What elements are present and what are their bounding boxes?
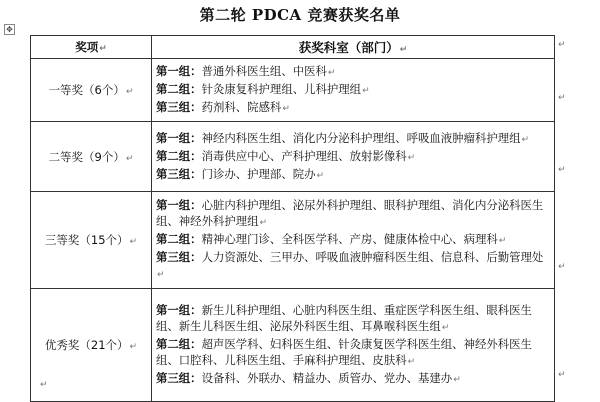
group-label: 第三组： [156,250,202,264]
row-end-mark-icon: ↵ [558,370,566,380]
return-mark-icon: ↵ [399,45,408,55]
row-end-mark-icon: ↵ [558,40,566,50]
dept-cell [152,122,555,192]
group-text: 神经内科医生组、消化内分泌科护理组、呼吸血液肿瘤科护理组 [201,130,521,145]
group-text: 普通外科医生组、中医科 [201,64,327,78]
return-mark-icon: ↵ [316,170,325,181]
return-mark-icon: ↵ [407,152,416,163]
document-title: 第二轮 PDCA 竞赛获奖名单 [199,6,401,24]
group-text: 药剂科、院感科 [201,100,282,114]
row-end-mark-icon: ↵ [558,93,566,103]
group-label: 第一组： [156,130,202,145]
group-line [156,130,550,148]
group-label: 第二组： [156,148,202,163]
awards-table [30,35,555,402]
return-mark-icon: ↵ [407,357,416,367]
award-column-header [31,36,152,59]
group-text: 超声医学科、妇科医生组、针灸康复医学科医生组、神经外科医生组、口腔科、儿科医生组、手麻科护理组、皮肤科 [156,337,532,367]
group-text: 人力资源处、三甲办、呼吸血液肿瘤科医生组、信息科、后勤管理处 [201,250,544,264]
group-text: 心脏内科护理组、泌尿外科护理组、眼科护理组、消化内分泌科医生组、神经外科护理组 [156,198,544,228]
paragraph-end-mark-icon: ↵ [40,380,48,390]
award-label: 优秀奖（21个） [44,338,129,352]
group-line [156,197,550,231]
return-mark-icon: ↵ [129,237,138,247]
award-cell [31,289,152,402]
group-line [156,81,550,99]
group-label: 第一组： [156,303,202,317]
group-line [156,166,550,184]
group-label: 第三组： [156,371,202,385]
group-line [156,99,550,117]
group-label: 第三组： [156,100,202,114]
group-line [156,302,550,336]
group-text: 消毒供应中心、产科护理组、放射影像科 [201,148,407,163]
return-mark-icon: ↵ [498,236,507,246]
group-text: 针灸康复科护理组、儿科护理组 [201,82,362,96]
group-text: 门诊办、护理部、院办 [201,166,316,181]
group-text: 设备科、外联办、精益办、质管办、党办、基建办 [201,371,453,385]
group-line [156,370,550,388]
return-mark-icon: ↵ [125,87,134,97]
table-row [31,289,555,402]
dept-header-label: 获奖科室（部门） [298,40,399,55]
dept-column-header [152,36,555,59]
table-row [31,192,555,289]
award-label: 二等奖（9个） [48,149,125,164]
dept-cell [152,192,555,289]
return-mark-icon: ↵ [453,375,461,385]
return-mark-icon: ↵ [327,68,336,78]
group-text: 新生儿科护理组、心脏内科医生组、重症医学科医生组、眼科医生组、新生儿科医生组、泌尿外科医生组、耳鼻喉科医生组 [156,303,532,333]
group-label: 第二组： [156,232,202,246]
return-mark-icon: ↵ [362,86,370,96]
return-mark-icon: ↵ [157,270,165,280]
group-label: 第一组： [156,198,202,212]
return-mark-icon: ↵ [99,44,107,54]
row-end-mark-icon: ↵ [558,165,566,175]
table-row [31,122,555,192]
group-line [156,336,550,370]
dept-cell [152,289,555,402]
group-line [156,63,550,81]
return-mark-icon: ↵ [129,342,138,352]
return-mark-icon: ↵ [282,104,290,114]
group-line [156,231,550,249]
award-cell [31,59,152,122]
group-label: 第三组： [156,166,202,181]
award-cell [31,122,152,192]
return-mark-icon: ↵ [441,323,450,333]
award-cell [31,192,152,289]
award-header-label: 奖项 [75,40,99,54]
return-mark-icon: ↵ [125,153,134,164]
award-label: 三等奖（15个） [44,233,129,247]
return-mark-icon: ↵ [521,134,530,145]
return-mark-icon: ↵ [259,218,268,228]
group-label: 第二组： [156,82,202,96]
group-label: 第一组： [156,64,202,78]
table-header-row [31,36,555,59]
table-row [31,59,555,122]
table-move-handle-icon[interactable]: ✥ [4,24,15,35]
row-end-mark-icon: ↵ [558,262,566,272]
dept-cell [152,59,555,122]
group-label: 第二组： [156,337,202,351]
group-line [156,148,550,166]
award-label: 一等奖（6个） [48,83,125,97]
group-text: 精神心理门诊、全科医学科、产房、健康体检中心、病理科 [201,232,498,246]
group-line [156,249,550,283]
